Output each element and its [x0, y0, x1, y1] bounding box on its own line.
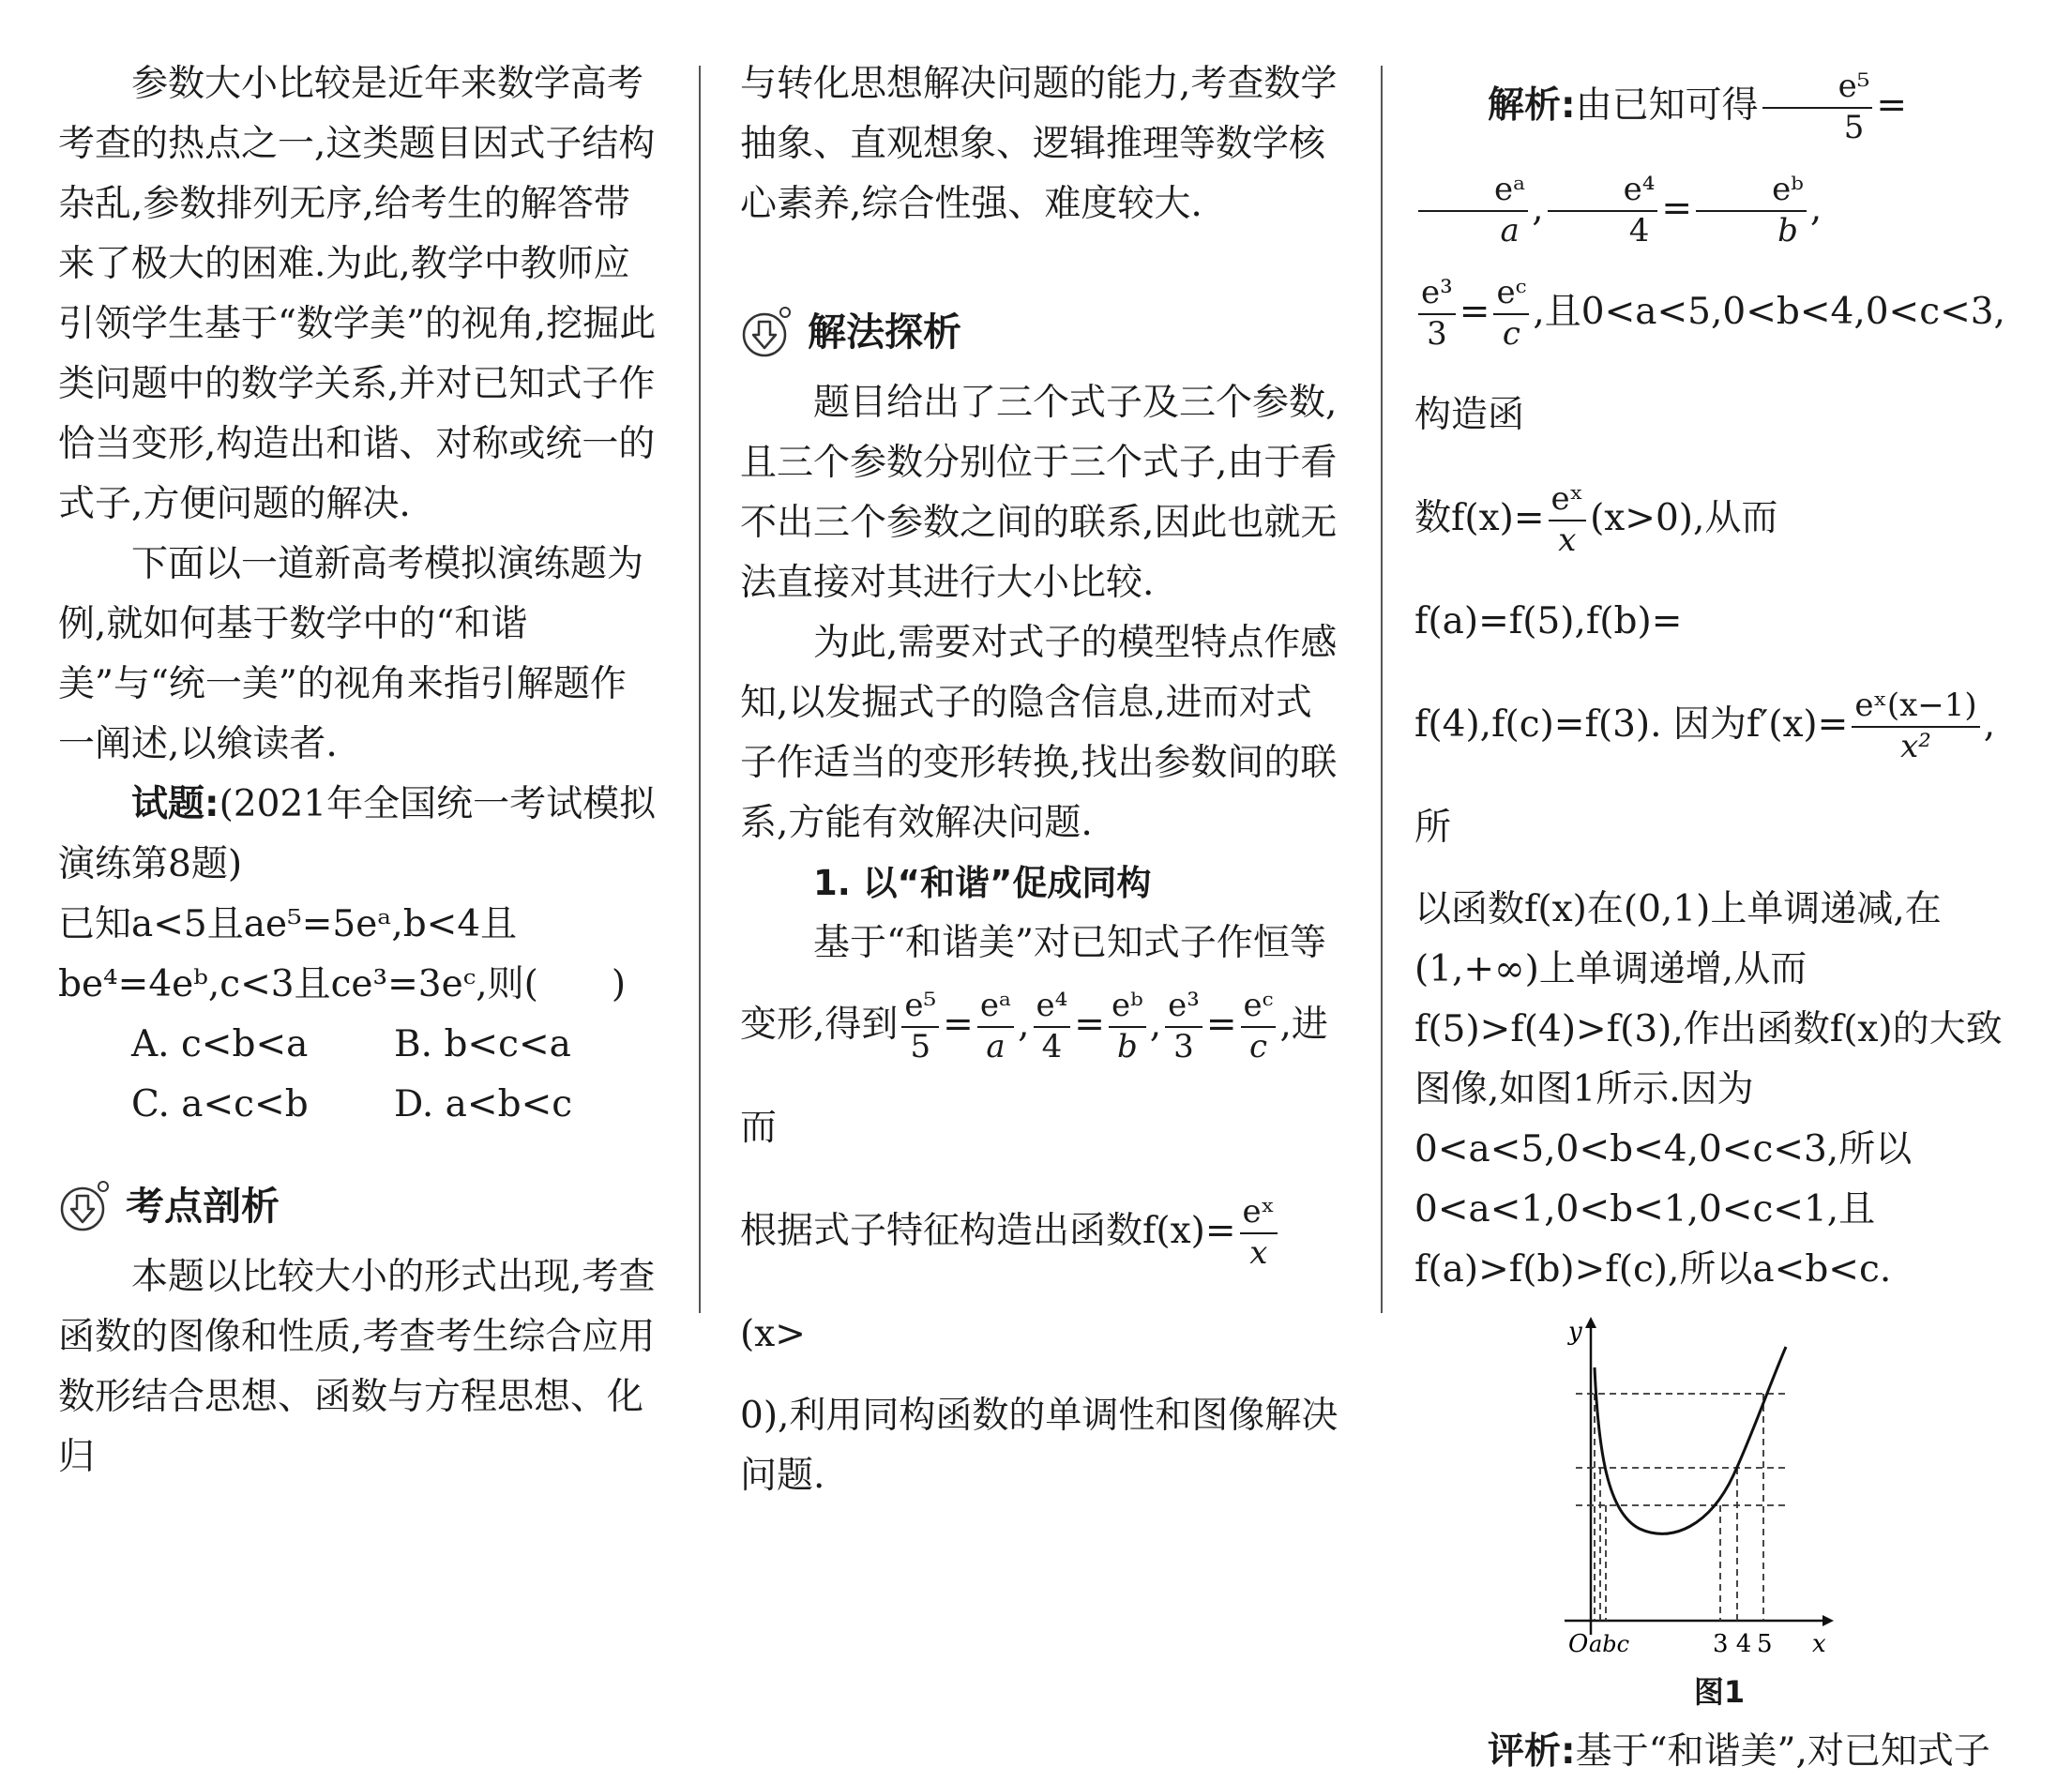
section-title: 解法探析: [808, 310, 961, 355]
option-a: A. c<b<a: [131, 1023, 309, 1065]
intro-paragraph: 参数大小比较是近年来数学高考考查的热点之一,这类题目因式子结构杂乱,参数排列无序,给考生的解答带来了极大的困难.为此,教学中教师应引领学生基于“数学美”的视角,挖掘此类问题中的数学关系,并对已知式子作恰当变形,构造出和谐、对称或统一的式子,方便问题的解决.: [58, 63, 657, 525]
analysis-paragraph: 本题以比较大小的形式出现,考查函数的图像和性质,考查考生综合应用数形结合思想、函数与方程思想、化归: [58, 1256, 656, 1478]
fraction: $\frac{\text{e³}}{3}$: [1418, 277, 1456, 351]
pingxi-line: 评析:基于“和谐美”,对已知式子: [1488, 1730, 1990, 1773]
option-c: C. a<c<b: [131, 1083, 309, 1125]
solution-paragraph-4: 0),利用同构函数的单调性和图像解决问题.: [740, 1395, 1338, 1497]
down-arrow-circle-icon: [740, 305, 794, 359]
continued-paragraph: 与转化思想解决问题的能力,考查数学抽象、直观想象、逻辑推理等数学核心素养,综合性强、难度较大.: [740, 63, 1338, 225]
question-source: (2021年全国统一考试模拟演练第8题): [58, 783, 657, 885]
jiexi-line-3: 数f(x)= $\frac{\text{eˣ}}{x}$ (x>0),从而f(a)=f(5),f(b)=: [1414, 480, 1778, 642]
option-b: B. b<c<a: [394, 1023, 571, 1065]
fraction: $\frac{\text{e³}}{3}$: [1165, 989, 1202, 1064]
subheading-harmony: 1. 以“和谐”促成同构: [813, 863, 1152, 903]
fraction: $\frac{\text{e⁴}}{4}$: [1034, 989, 1071, 1064]
pingxi-label: 评析:: [1488, 1730, 1576, 1773]
origin-label: O: [1568, 1630, 1589, 1658]
column-divider-1: [699, 66, 701, 1313]
jiexi-line-4: f(4),f(c)=f(3). 因为f′(x)= $\frac{\text{eˣ(x−1)}}{\text{x²}}$ ,所: [1414, 687, 1996, 849]
tick-label-5: 5: [1757, 1630, 1773, 1658]
question-line-1: 已知a<5且ae⁵=5eᵃ,b<4且: [58, 903, 518, 945]
fraction: $\frac{\text{eˣ}}{x}$: [1549, 483, 1587, 557]
fraction: $\frac{\text{eᵃ}}{a}$: [977, 989, 1014, 1064]
jiexi-label: 解析:: [1488, 84, 1576, 127]
y-axis-label: y: [1568, 1318, 1582, 1346]
fraction: $\frac{\text{e⁴}}{4}$: [1548, 174, 1658, 248]
column-3: [1414, 54, 2024, 1782]
fraction: $\frac{\text{eˣ}}{x}$: [1240, 1196, 1278, 1270]
function-line: 根据式子特征构造出函数f(x)= $\frac{\text{eˣ}}{x}$ (x>: [740, 1180, 1340, 1386]
section-heading-analysis: [58, 1176, 658, 1236]
abc-tick-labels: abc: [1589, 1631, 1630, 1657]
x-axis-arrow-icon: [1822, 1615, 1834, 1626]
fraction: $\frac{\text{e⁵}}{5}$: [901, 989, 939, 1064]
fraction: $\frac{\text{e⁵}}{5}$: [1762, 70, 1873, 144]
section-title: 考点剖析: [126, 1184, 280, 1229]
fraction-line: 变形,得到 $\frac{\text{e⁵}}{5}$ = $\frac{\text{eᵃ}}{a}$ , $\frac{\text{e⁴}}{4}$ = $\frac{\text{eᵇ}}{b}$ , $\frac{\text{e³}}{3}$ = $\frac{\text{eᶜ}}{c}$ ,进而: [740, 987, 1328, 1149]
fraction: $\frac{\text{eᶜ}}{c}$: [1493, 277, 1529, 351]
fraction: $\frac{\text{eᵇ}}{b}$: [1109, 989, 1146, 1064]
fraction: $\frac{\text{eᵃ}}{a}$: [1418, 174, 1528, 248]
question-header: [58, 775, 658, 895]
figure-caption: 图1: [1693, 1674, 1746, 1710]
option-d: D. a<b<c: [394, 1083, 573, 1125]
question-line-2: be⁴=4eᵇ,c<3且ce³=3eᶜ,则( ): [58, 963, 627, 1005]
solution-paragraph-1: 题目给出了三个式子及三个参数,且三个参数分别位于三个式子,由于看不出三个参数之间的联系,因此也就无法直接对其进行大小比较.: [740, 382, 1338, 604]
intro-paragraph-2: 下面以一道新高考模拟演练题为例,就如何基于数学中的“和谐美”与“统一美”的视角来指引解题作一阐述,以飨读者.: [58, 543, 644, 765]
fraction: $\frac{\text{eᵇ}}{b}$: [1696, 174, 1807, 248]
options-row-2: [58, 1075, 658, 1135]
fraction: $\frac{\text{eˣ(x−1)}}{\text{x²}}$: [1852, 689, 1979, 763]
jiexi-line-2: $\frac{\text{e³}}{3}$ = $\frac{\text{eᶜ}}{c}$ ,且0<a<5,0<b<4,0<c<3,构造函: [1414, 274, 2005, 436]
fraction: $\frac{\text{eᶜ}}{c}$: [1241, 989, 1277, 1064]
tick-labels-3-4: 3 4: [1713, 1630, 1752, 1658]
jiexi-line-1: 解析:由已知可得 $\frac{\text{e⁵}}{5}$ = $\frac{\text{eᵃ}}{a}$ , $\frac{\text{e⁴}}{4}$ = $\frac{\text{eᵇ}}{b}$ ,: [1414, 54, 2024, 261]
column-1: [58, 54, 658, 1488]
section-heading-solution: [740, 302, 1340, 362]
column-divider-2: [1381, 66, 1383, 1313]
solution-paragraph-2: 为此,需要对式子的模型特点作感知,以发掘式子的隐含信息,进而对式子作适当的变形转换,找出参数间的联系,方能有效解决问题.: [740, 622, 1338, 844]
x-axis-label: x: [1812, 1630, 1826, 1658]
column-2: [740, 54, 1340, 1506]
y-axis-arrow-icon: [1585, 1317, 1596, 1328]
function-graph-figure: [1555, 1311, 1837, 1668]
options-row-1: [58, 1015, 658, 1075]
jiexi-paragraph: 以函数f(x)在(0,1)上单调递减,在(1,+∞)上单调递增,从而f(5)>f(4)>f(3),作出函数f(x)的大致图像,如图1所示.因为0<a<5,0<b<4,0<c<3,所以0<a<1,0<b<1,0<c<1,且f(a)>f(b)>f(c),所以a<b<c.: [1414, 888, 2003, 1291]
down-arrow-circle-icon: [58, 1179, 113, 1233]
solution-paragraph-3: 基于“和谐美”对已知式子作恒等: [813, 922, 1326, 964]
question-label: 试题:: [131, 783, 219, 825]
